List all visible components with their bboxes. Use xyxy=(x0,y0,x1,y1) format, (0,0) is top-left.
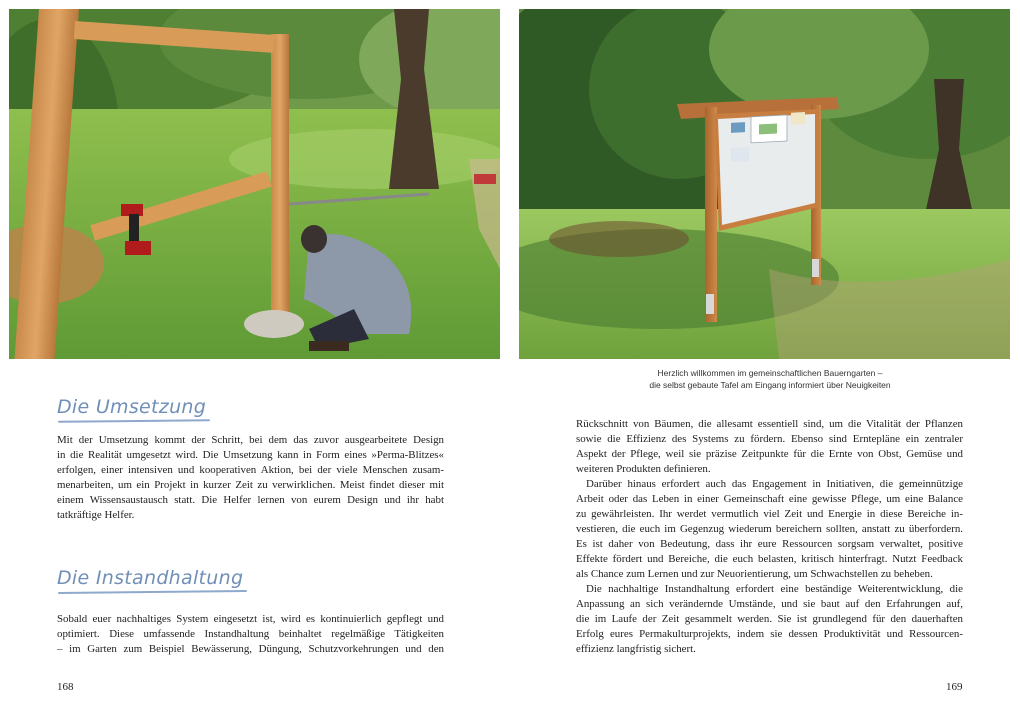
text-line: Aspekt der Pflege, weil sie präzise Zeitpunkte für die Ernte von Obst, Gemüse und xyxy=(576,448,963,460)
text-line: weiteren Produkten definieren. xyxy=(576,463,711,475)
text-line: als Chance zum Lernen und zur Neuorientierung, um Schwachstellen zu beheben. xyxy=(576,568,933,580)
text-line: Anpassung an sich verändernde Umstände, und sie baut auf den Erfahrungen auf, xyxy=(576,598,963,610)
text-line: menarbeiten, um ein Projekt in kurzer Zeit zu verwirklichen. Meist findet dieser mit xyxy=(57,479,444,491)
text-line: Die nachhaltige Instandhaltung erfordert eine beständige Weiterentwicklung, die xyxy=(586,583,963,595)
page-number-left: 168 xyxy=(57,681,74,693)
text-line: sowie die Effizienz des Systems zu fördern. Ebenso sind Erntepläne ein zentraler xyxy=(576,433,963,445)
section-heading-umsetzung: Die Umsetzung xyxy=(57,396,207,418)
text-line: vestieren, die euch im Gegenzug wiederum bereichern sollten, anstatt zu überfordern. xyxy=(576,523,963,535)
garden-construction-illustration xyxy=(9,9,500,359)
text-line: – im Garten zum Beispiel Bewässerung, Düngung, Schutzvorkehrungen und den xyxy=(57,643,444,655)
paragraph-right-page xyxy=(576,417,963,657)
text-line: effizienz langfristig sichert. xyxy=(576,643,696,655)
text-line: tatkräftige Helfer. xyxy=(57,509,135,521)
text-line: Darüber hinaus erfordert auch das Engagement in Initiativen, die gemeinnützige xyxy=(586,478,963,490)
text-line: die im Laufe der Zeit gesammelt werden. Sie ist grundlegend für den dauerhaften xyxy=(576,613,963,625)
text-line: Sobald euer nachhaltiges System eingesetzt ist, wird es kontinuierlich gepflegt und xyxy=(57,613,444,625)
text-line: Arbeit oder das Leben in einer Gemeinschaft eine gewisse Pflege, um eine Balance xyxy=(576,493,963,505)
text-line: in die Realität umgesetzt wird. Die Umsetzung kann in Form eines »Perma-Blitzes« xyxy=(57,449,444,461)
text-line: zu gewährleisten. Ihr werdet vermutlich viel Zeit und Energie in diese Bereiche in- xyxy=(576,508,963,520)
caption-line-2: die selbst gebaute Tafel am Eingang informiert über Neuigkeiten xyxy=(649,380,891,390)
section-heading-instandhaltung: Die Instandhaltung xyxy=(57,567,244,589)
text-line: Effekte fördert und Bereiche, die euch belasten, kritisch hinterfragt. Nutzt Feedback xyxy=(576,553,963,565)
paragraph-umsetzung xyxy=(57,433,444,523)
caption-line-1: Herzlich willkommen im gemeinschaftlichen Bauerngarten – xyxy=(657,368,883,378)
paragraph-instandhaltung xyxy=(57,612,444,657)
text-line: Mit der Umsetzung kommt der Schritt, bei dem das zuvor ausgearbeitete Design xyxy=(57,434,444,446)
text-line: Rückschnitt von Bäumen, die allesamt essentiell sind, um die Vitalität der Pflanzen xyxy=(576,418,963,430)
page-number-right: 169 xyxy=(946,681,963,693)
photo-caption xyxy=(560,367,980,391)
text-line: optimiert. Diese umfassende Instandhaltung beinhaltet regelmäßige Tätigkeiten xyxy=(57,628,444,640)
text-line: einem Wissensaustausch statt. Die Helfer lernen von eurem Design und ihr habt xyxy=(57,494,444,506)
garden-info-board-illustration xyxy=(519,9,1010,359)
photo-info-board xyxy=(519,9,1010,359)
text-line: erfolgen, einer intensiven und kooperativen Aktion, bei der viele Menschen zusam- xyxy=(57,464,444,476)
photo-construction-frame xyxy=(9,9,500,359)
text-line: Erfolg eures Permakulturprojekts, indem sie dessen Produktivität und Ressourcen- xyxy=(576,628,963,640)
text-line: Es ist daher von Bedeutung, dass ihr eure Ressourcen sorgsam verwaltet, positive xyxy=(576,538,963,550)
